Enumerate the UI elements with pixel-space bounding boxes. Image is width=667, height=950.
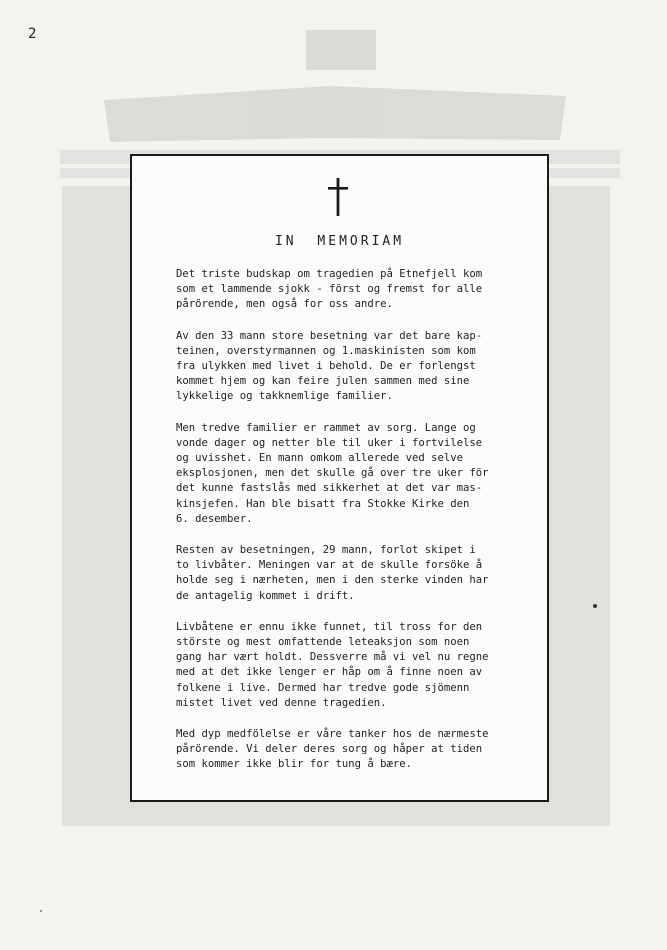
cross-icon [326,178,350,216]
paragraph-condolences: Med dyp medfölelse er våre tanker hos de nærmeste pårörende. Vi deler deres sorg og håper at tiden som kommer ikke blir for tung å bære. [176,728,489,771]
memorial-title: IN MEMORIAM [274,234,405,249]
margin-mark [593,604,597,608]
margin-mark [40,910,42,912]
paragraph-families-grief: Men tredve familier er rammet av sorg. Lange og vonde dager og netter ble til uker i fortvilelse og uvisshet. En mann omkom allerede ved selve eksplosjonen, men det skulle gå over tre uker för det kunne fastslås med sikkerhet at det var mas- kinsjefen. Han ble bisatt fra Stokke Kirke den 6. desember. [176,421,489,525]
paragraph-search: Livbåtene er ennu ikke funnet, til tross for den störste og mest omfattende leteaksjon som noen gang har vært holdt. Dessverre må vi vel nu regne med at det ikke lenger er håp om å finne noen av folkene i live. Dermed har tredve gode sjömenn mistet livet ved denne tragedien. [176,620,489,709]
memorial-frame [130,154,549,802]
paragraph-survivors: Av den 33 mann store besetning var det bare kap- teinen, overstyrmannen og 1.maskinisten som kom fra ulykken med livet i behold. De er forlengst kommet hjem og kan feire julen sammen med sine lykkelige og takknemlige familier. [176,329,483,403]
page-number: 2 [28,26,37,42]
paragraph-tragedy-news: Det triste budskap om tragedien på Etnefjell kom som et lammende sjokk - först og fremst for alle pårörende, men også for oss andre. [176,268,483,311]
memorial-body [176,267,546,789]
paragraph-lifeboats: Resten av besetningen, 29 mann, forlot skipet i to livbåter. Meningen var at de skulle forsöke å holde seg i nærheten, men i den sterke vinden har de antagelig kommet i drift. [176,544,489,602]
